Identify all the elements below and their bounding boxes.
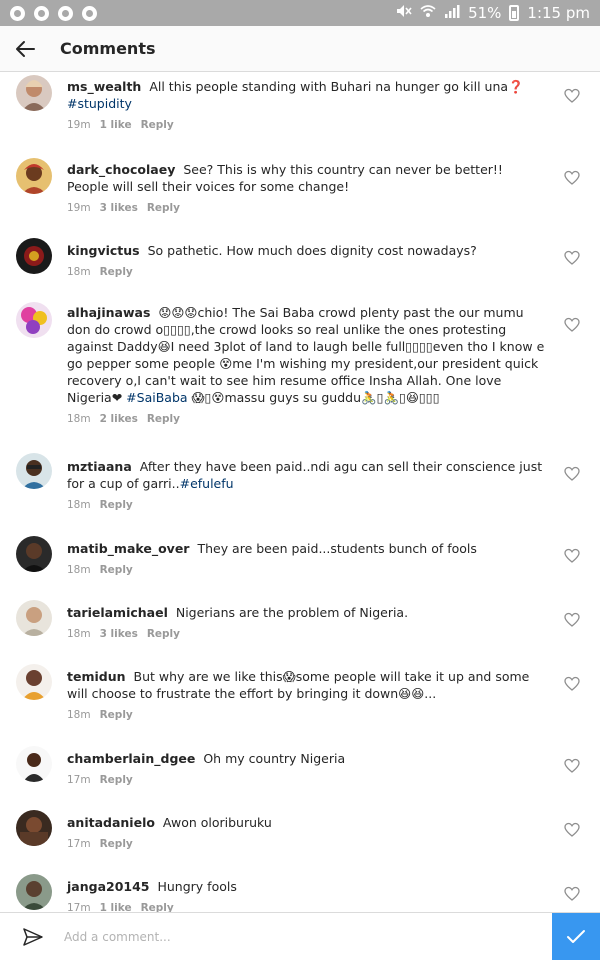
hashtag-link[interactable]: #stupidity bbox=[67, 96, 132, 111]
comment-text bbox=[67, 878, 547, 895]
reply-button[interactable]: Reply bbox=[99, 774, 133, 786]
comment-item bbox=[0, 598, 600, 662]
pinwheel-icon bbox=[10, 6, 25, 21]
comment-time: 18m bbox=[67, 413, 91, 425]
comment-time: 17m bbox=[67, 902, 91, 912]
comment-item bbox=[0, 236, 600, 302]
comment-meta bbox=[67, 562, 547, 579]
comment-time: 17m bbox=[67, 774, 91, 786]
avatar[interactable] bbox=[16, 302, 52, 338]
avatar[interactable] bbox=[16, 874, 52, 910]
comment-meta bbox=[67, 836, 547, 853]
reply-button[interactable]: Reply bbox=[99, 266, 133, 278]
comment-text bbox=[67, 540, 547, 557]
comment-username[interactable]: ms_wealth bbox=[67, 79, 142, 94]
comment-meta bbox=[67, 117, 547, 134]
avatar[interactable] bbox=[16, 536, 52, 572]
comment-text bbox=[67, 458, 547, 492]
pinwheel-icon bbox=[58, 6, 73, 21]
heart-icon[interactable] bbox=[564, 758, 580, 774]
share-button[interactable] bbox=[10, 914, 56, 960]
post-button[interactable] bbox=[552, 913, 600, 960]
comment-likes[interactable]: 1 like bbox=[99, 119, 132, 131]
app-header bbox=[0, 26, 600, 72]
comment-time: 18m bbox=[67, 266, 91, 278]
comment-content: Hungry fools bbox=[153, 879, 237, 894]
comment-content: All this people standing with Buhari na hunger go kill una❓ bbox=[145, 79, 524, 94]
comment-content: Oh my country Nigeria bbox=[199, 751, 346, 766]
back-arrow-icon bbox=[15, 40, 35, 58]
comment-content: Nigerians are the problem of Nigeria. bbox=[171, 605, 409, 620]
comment-likes[interactable]: 2 likes bbox=[99, 413, 138, 425]
avatar[interactable] bbox=[16, 810, 52, 846]
battery-percent: 51% bbox=[468, 4, 502, 22]
comment-text bbox=[67, 78, 547, 112]
heart-icon[interactable] bbox=[564, 886, 580, 902]
comment-username[interactable]: anitadanielo bbox=[67, 815, 155, 830]
comment-username[interactable]: temidun bbox=[67, 669, 126, 684]
heart-icon[interactable] bbox=[564, 676, 580, 692]
comment-item bbox=[0, 872, 600, 912]
comment-item bbox=[0, 154, 600, 236]
comment-meta bbox=[67, 411, 547, 428]
comment-username[interactable]: kingvictus bbox=[67, 243, 140, 258]
heart-icon[interactable] bbox=[564, 250, 580, 266]
comment-time: 18m bbox=[67, 499, 91, 511]
battery-icon bbox=[509, 5, 519, 21]
comment-likes[interactable]: 3 likes bbox=[99, 628, 138, 640]
comment-content: 😟😟😟chio! The Sai Baba crowd plenty past the our mumu don do crowd o▯▯▯▯,the crowd looks so real unlike the ones protesting against Daddy😆I need 3plot of land to laugh belle full▯▯▯▯even tho I know e go pepper some people 😵me I'm wishing my president,our president quick recovery o,I can't wait to see him resume office Insha Allah. One love Nigeria❤ bbox=[67, 305, 545, 405]
comment-meta bbox=[67, 200, 547, 217]
hashtag-link[interactable]: #efulefu bbox=[179, 476, 234, 491]
comment-username[interactable]: chamberlain_dgee bbox=[67, 751, 196, 766]
comment-time: 19m bbox=[67, 119, 91, 131]
comment-item bbox=[0, 534, 600, 598]
comment-item bbox=[0, 72, 600, 154]
avatar[interactable] bbox=[16, 75, 52, 111]
comment-text bbox=[67, 604, 547, 621]
heart-icon[interactable] bbox=[564, 548, 580, 564]
comment-item bbox=[0, 452, 600, 534]
reply-button[interactable]: Reply bbox=[140, 119, 174, 131]
pinwheel-icon bbox=[34, 6, 49, 21]
heart-icon[interactable] bbox=[564, 822, 580, 838]
comment-content: But why are we like this😱some people will take it up and some will choose to frustrate the effort by bringing it down😆😆... bbox=[67, 669, 530, 701]
comment-item bbox=[0, 808, 600, 872]
comment-time: 18m bbox=[67, 564, 91, 576]
avatar[interactable] bbox=[16, 453, 52, 489]
comment-item bbox=[0, 662, 600, 744]
comment-username[interactable]: mztiaana bbox=[67, 459, 132, 474]
heart-icon[interactable] bbox=[564, 170, 580, 186]
comment-likes[interactable]: 3 likes bbox=[99, 202, 138, 214]
comment-item bbox=[0, 302, 600, 452]
comment-time: 18m bbox=[67, 628, 91, 640]
comment-text bbox=[67, 242, 547, 259]
notification-icons bbox=[10, 6, 97, 21]
comment-list[interactable] bbox=[0, 72, 600, 912]
comment-likes[interactable]: 1 like bbox=[99, 902, 132, 912]
comment-content: So pathetic. How much does dignity cost nowadays? bbox=[143, 243, 477, 258]
paper-plane-icon bbox=[22, 926, 44, 948]
signal-icon bbox=[444, 4, 460, 22]
comment-username[interactable]: tarielamichael bbox=[67, 605, 168, 620]
page-title: Comments bbox=[60, 39, 156, 58]
comment-text bbox=[67, 814, 547, 831]
avatar[interactable] bbox=[16, 238, 52, 274]
heart-icon[interactable] bbox=[564, 88, 580, 104]
reply-button[interactable]: Reply bbox=[99, 709, 133, 721]
comment-username[interactable]: matib_make_over bbox=[67, 541, 190, 556]
avatar[interactable] bbox=[16, 664, 52, 700]
avatar[interactable] bbox=[16, 746, 52, 782]
avatar[interactable] bbox=[16, 600, 52, 636]
comment-meta bbox=[67, 497, 547, 514]
heart-icon[interactable] bbox=[564, 466, 580, 482]
comment-text bbox=[67, 668, 547, 702]
comment-content-end: 😱▯😵massu guys su guddu🚴▯🚴▯😆▯▯▯ bbox=[187, 390, 440, 405]
reply-button[interactable]: Reply bbox=[99, 499, 133, 511]
reply-button[interactable]: Reply bbox=[99, 838, 133, 850]
comment-content: See? This is why this country can never be better!! People will sell their voices for some change! bbox=[67, 162, 503, 194]
comment-time: 19m bbox=[67, 202, 91, 214]
comment-composer bbox=[0, 912, 600, 960]
comment-username[interactable]: janga20145 bbox=[67, 879, 150, 894]
comment-time: 18m bbox=[67, 709, 91, 721]
pinwheel-icon bbox=[82, 6, 97, 21]
mute-icon bbox=[396, 4, 412, 22]
reply-button[interactable]: Reply bbox=[146, 628, 180, 640]
comment-content: Awon oloriburuku bbox=[158, 815, 272, 830]
reply-button[interactable]: Reply bbox=[146, 413, 180, 425]
wifi-icon bbox=[420, 4, 436, 22]
comment-input[interactable] bbox=[64, 917, 538, 957]
heart-icon[interactable] bbox=[564, 612, 580, 628]
comment-username[interactable]: alhajinawas bbox=[67, 305, 151, 320]
comment-username[interactable]: dark_chocolaey bbox=[67, 162, 176, 177]
clock: 1:15 pm bbox=[527, 4, 590, 22]
comment-text bbox=[67, 750, 547, 767]
back-button[interactable] bbox=[2, 26, 48, 72]
comment-item bbox=[0, 744, 600, 808]
comment-meta bbox=[67, 772, 547, 789]
comment-time: 17m bbox=[67, 838, 91, 850]
reply-button[interactable]: Reply bbox=[140, 902, 174, 912]
comment-text bbox=[67, 304, 547, 406]
comment-meta bbox=[67, 264, 547, 281]
avatar[interactable] bbox=[16, 158, 52, 194]
comment-text bbox=[67, 161, 547, 195]
comment-meta bbox=[67, 900, 547, 912]
heart-icon[interactable] bbox=[564, 317, 580, 333]
comment-content: After they have been paid..ndi agu can sell their conscience just for a cup of garri.. bbox=[67, 459, 543, 491]
checkmark-icon bbox=[566, 929, 586, 945]
status-bar bbox=[0, 0, 600, 26]
reply-button[interactable]: Reply bbox=[146, 202, 180, 214]
comment-content: They are been paid...students bunch of fools bbox=[193, 541, 477, 556]
reply-button[interactable]: Reply bbox=[99, 564, 133, 576]
hashtag-link[interactable]: #SaiBaba bbox=[126, 390, 188, 405]
comment-meta bbox=[67, 626, 547, 643]
comment-meta bbox=[67, 707, 547, 724]
